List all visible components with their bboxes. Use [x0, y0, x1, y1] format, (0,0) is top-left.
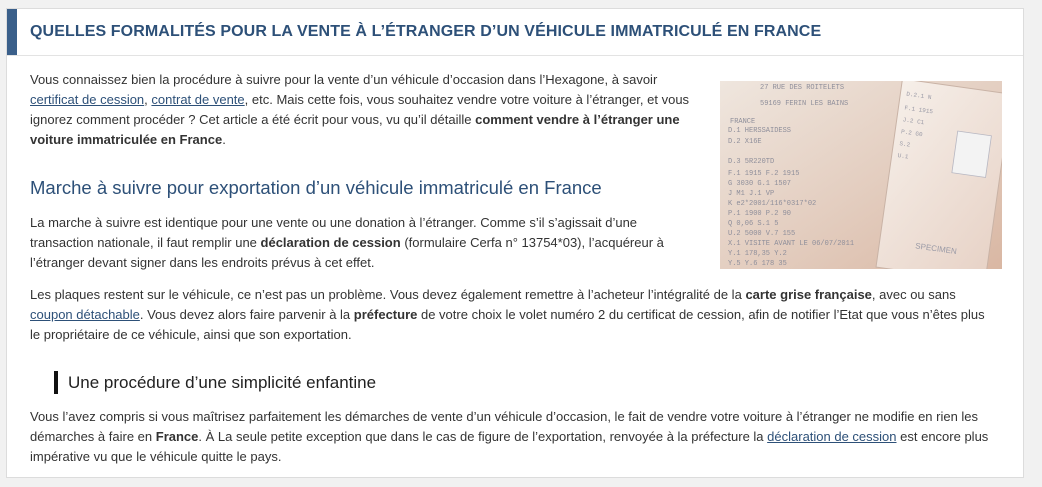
intro-text-3: , etc. Mais cette fois, vous souhaitez vendre votre voiture à l’étranger, et vous ignorez comment procéder ? Cet article a été écrit pour vous, vu qu’il détaille: [30, 92, 690, 127]
s1p1-text-1: La marche à suivre est identique pour une vente ou une donation à l’étranger. Comme s’il s’agissait d’une transaction nationale, il faut remplir une: [30, 215, 638, 250]
intro-text-1: Vous connaissez bien la procédure à suivre pour la vente d’un véhicule d’occasion dans l’Hexagone, à savoir: [30, 72, 658, 87]
s1p2-text-2: , avec ou sans: [871, 287, 956, 302]
svg-text:D.1 HERSSAIDESS: D.1 HERSSAIDESS: [728, 127, 792, 135]
svg-text:G 3030 G.1 1507: G 3030 G.1 1507: [728, 180, 792, 188]
section1-paragraph-1: [30, 213, 690, 273]
s1p2-bold-1: carte grise française: [745, 287, 872, 302]
svg-text:F.1 1915 F.2 1915: F.1 1915 F.2 1915: [728, 170, 800, 178]
s2p1-bold: France: [155, 429, 199, 444]
svg-text:D.2 X16E: D.2 X16E: [728, 138, 762, 146]
svg-text:U.1: U.1: [897, 152, 909, 161]
article-header: [7, 9, 1023, 56]
s1p2-text-1: Les plaques restent sur le véhicule, ce n’est pas un problème. Vous devez également remettre à l’acheteur l’intégralité de la: [30, 287, 742, 302]
s1p1-text-2: (formulaire Cerfa n° 13754*03), l’acquéreur à l’étranger devant signer dans les endroits prévus à cet effet.: [30, 235, 664, 270]
intro-text-4: .: [222, 132, 226, 147]
link-contrat-de-vente[interactable]: contrat de vente: [151, 92, 245, 107]
svg-text:D.3 5R220TD: D.3 5R220TD: [728, 158, 775, 166]
s2p1-text-3: est encore plus impérative vu que le véhicule quitte le pays.: [30, 429, 989, 464]
s2p1-text-1: Vous l’avez compris si vous maîtrisez parfaitement les démarches de vente d’un véhicule d’occasion, le fait de vendre votre voiture à l’étranger ne modifie en rien les démarches à faire en: [30, 409, 979, 444]
svg-text:J M1 J.1 VP: J M1 J.1 VP: [728, 190, 775, 198]
section1-paragraph-2: [30, 285, 990, 345]
svg-text:D.2.1 N: D.2.1 N: [905, 90, 932, 102]
link-declaration-de-cession[interactable]: déclaration de cession: [767, 429, 897, 444]
intro-bold: comment vendre à l’étranger une voiture immatriculée en France: [30, 112, 680, 147]
carte-grise-image: [720, 81, 1002, 269]
svg-text:P.1 1900 P.2 90: P.1 1900 P.2 90: [728, 210, 792, 218]
svg-text:59169 FERIN LES BAINS: 59169 FERIN LES BAINS: [760, 100, 849, 108]
carte-grise-illustration: [720, 81, 1002, 269]
s1p2-text-4: de votre choix le volet numéro 2 du certificat de cession, afin de notifier l’Etat que vous n’êtes plus le propriétaire de ce véhicule, ainsi que son exportation.: [30, 307, 985, 342]
svg-text:J.2 C1: J.2 C1: [902, 116, 925, 127]
link-certificat-de-cession[interactable]: certificat de cession: [30, 92, 145, 107]
intro-paragraph: [30, 70, 710, 150]
section1-heading: Marche à suivre pour exportation d’un véhicule immatriculé en France: [30, 177, 602, 198]
svg-text:27 RUE DES ROITELETS: 27 RUE DES ROITELETS: [760, 84, 845, 92]
link-coupon-detachable[interactable]: coupon détachable: [30, 307, 140, 322]
section2-heading: Une procédure d’une simplicité enfantine: [68, 373, 377, 392]
intro-text-2: ,: [144, 92, 148, 107]
s1p2-text-3: . Vous devez alors faire parvenir à la: [139, 307, 351, 322]
section2-heading-block: [54, 371, 376, 394]
svg-text:U.2 5000 V.7 155: U.2 5000 V.7 155: [728, 230, 796, 238]
s1p2-bold-2: préfecture: [353, 307, 418, 322]
svg-text:S.2: S.2: [898, 140, 911, 149]
svg-text:Y.5 Y.6 178 35: Y.5 Y.6 178 35: [728, 260, 787, 268]
svg-text:SPECIMEN: SPECIMEN: [914, 241, 958, 257]
svg-text:Q 0,06 S.1 5: Q 0,06 S.1 5: [728, 220, 779, 228]
header-accent-bar: [7, 9, 17, 55]
svg-text:Y.1 178,35 Y.2: Y.1 178,35 Y.2: [728, 250, 787, 258]
s2p1-text-2: . À La seule petite exception que dans le cas de figure de l’exportation, renvoyée à la préfecture la: [198, 429, 764, 444]
svg-text:X.1 VISITE AVANT LE 06/07/2011: X.1 VISITE AVANT LE 06/07/2011: [728, 240, 855, 248]
section2-paragraph-1: [30, 407, 1010, 467]
s1p1-bold: déclaration de cession: [260, 235, 401, 250]
article-card: [6, 8, 1024, 478]
svg-text:P.2 G0: P.2 G0: [900, 128, 923, 139]
svg-text:FRANCE: FRANCE: [730, 118, 756, 126]
article-title: QUELLES FORMALITÉS POUR LA VENTE À L’ÉTRANGER D’UN VÉHICULE IMMATRICULÉ EN FRANCE: [30, 23, 822, 40]
svg-text:F.1 1915: F.1 1915: [903, 104, 934, 116]
svg-text:K e2*2001/116*0317*02: K e2*2001/116*0317*02: [728, 200, 817, 208]
